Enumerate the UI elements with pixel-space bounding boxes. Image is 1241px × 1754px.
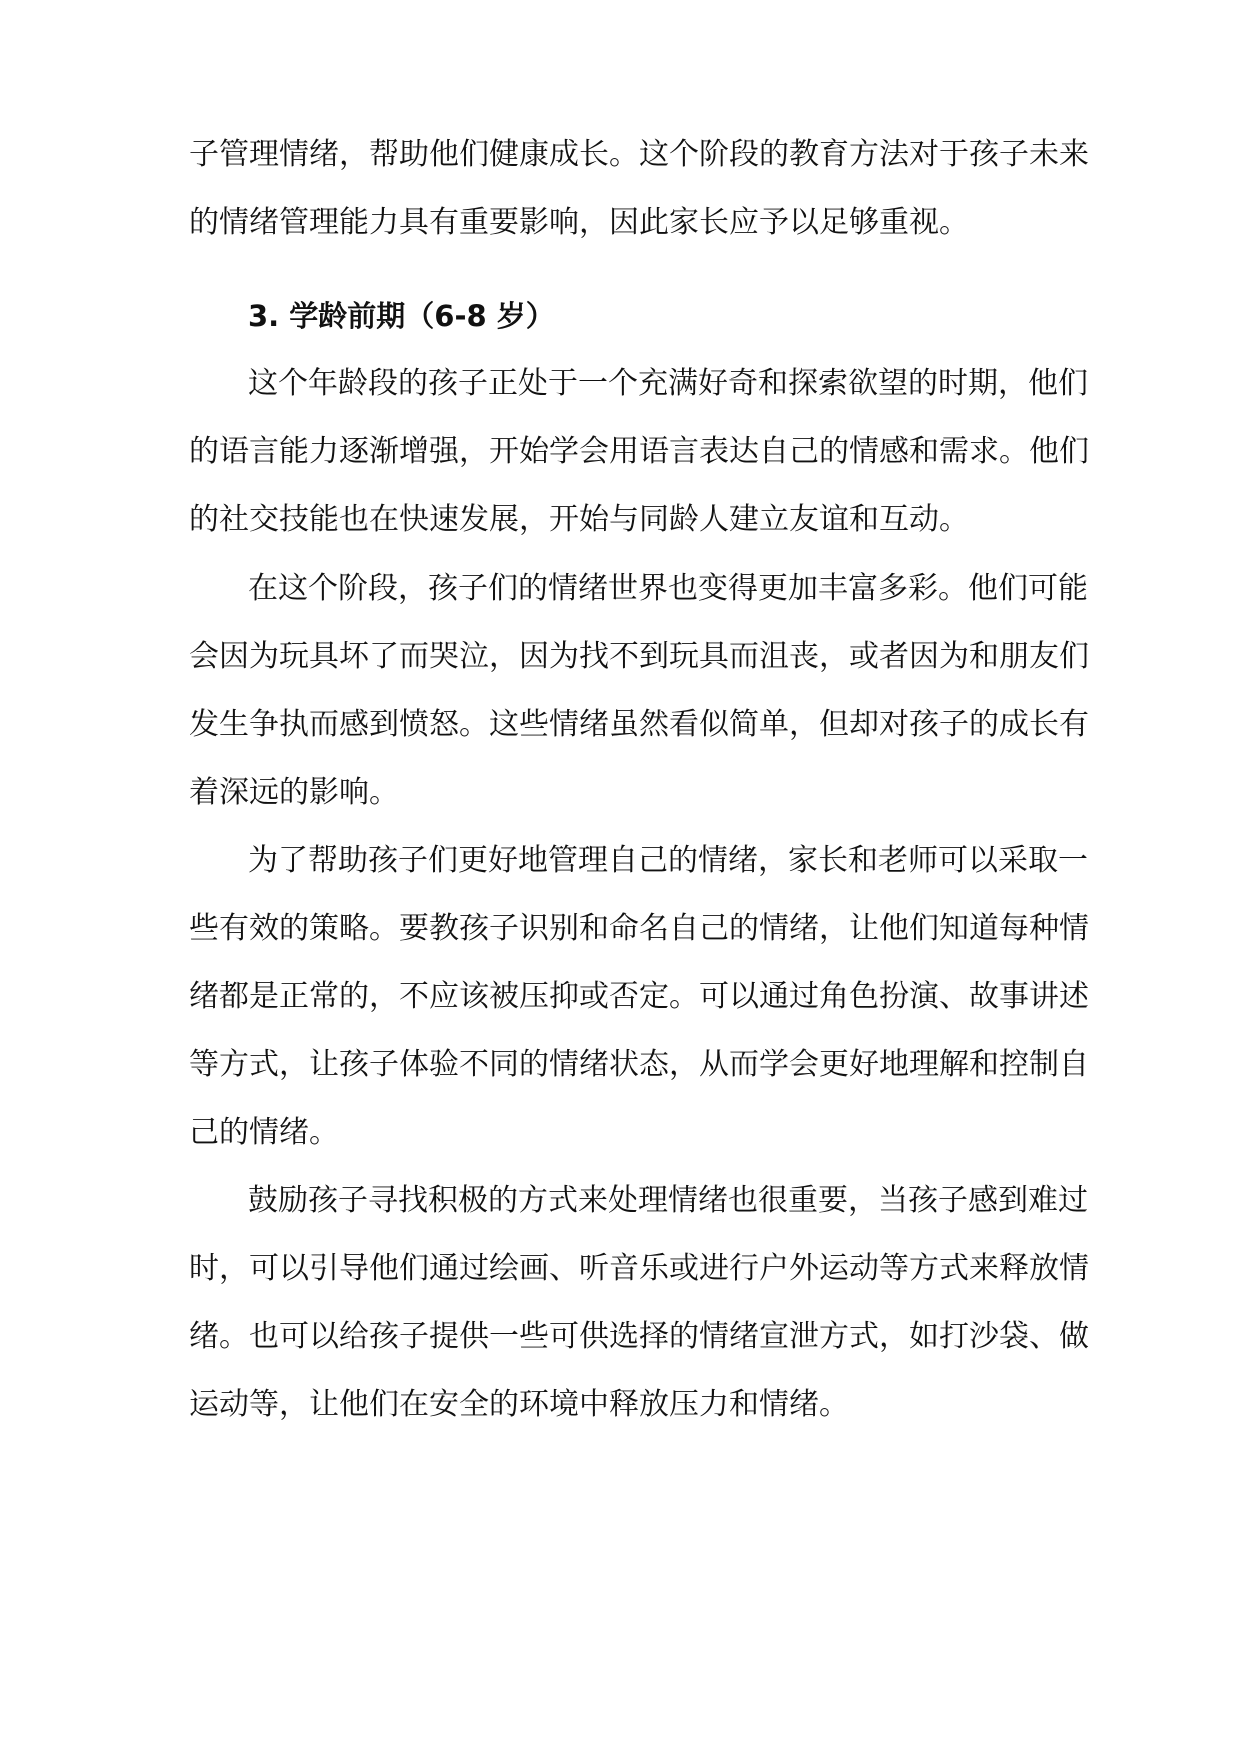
paragraph-line: 着深远的影响。 — [189, 775, 399, 810]
intro-line: 的情绪管理能力具有重要影响，因此家长应予以足够重视。 — [189, 205, 969, 240]
paragraph-line: 绪。也可以给孩子提供一些可供选择的情绪宣泄方式，如打沙袋、做 — [189, 1319, 1089, 1354]
paragraph-line: 己的情绪。 — [189, 1115, 339, 1150]
section-heading: 3. 学龄前期（6-8 岁） — [248, 299, 555, 333]
paragraph-line: 在这个阶段，孩子们的情绪世界也变得更加丰富多彩。他们可能 — [248, 571, 1088, 606]
paragraph-line: 为了帮助孩子们更好地管理自己的情绪，家长和老师可以采取一 — [248, 843, 1088, 878]
paragraph-line: 的语言能力逐渐增强，开始学会用语言表达自己的情感和需求。他们 — [189, 434, 1089, 469]
paragraph-line: 会因为玩具坏了而哭泣，因为找不到玩具而沮丧，或者因为和朋友们 — [189, 639, 1089, 674]
intro-line: 子管理情绪，帮助他们健康成长。这个阶段的教育方法对于孩子未来 — [189, 137, 1089, 172]
paragraph-line: 的社交技能也在快速发展，开始与同龄人建立友谊和互动。 — [189, 502, 969, 537]
paragraph-line: 时，可以引导他们通过绘画、听音乐或进行户外运动等方式来释放情 — [189, 1251, 1089, 1286]
paragraph-line: 鼓励孩子寻找积极的方式来处理情绪也很重要，当孩子感到难过 — [248, 1183, 1088, 1218]
paragraph-line: 绪都是正常的，不应该被压抑或否定。可以通过角色扮演、故事讲述 — [189, 979, 1089, 1014]
paragraph-line: 等方式，让孩子体验不同的情绪状态，从而学会更好地理解和控制自 — [189, 1047, 1089, 1082]
paragraph-line: 运动等，让他们在安全的环境中释放压力和情绪。 — [189, 1387, 849, 1422]
paragraph-line: 些有效的策略。要教孩子识别和命名自己的情绪，让他们知道每种情 — [189, 911, 1089, 946]
paragraph-line: 发生争执而感到愤怒。这些情绪虽然看似简单，但却对孩子的成长有 — [189, 707, 1089, 742]
paragraph-line: 这个年龄段的孩子正处于一个充满好奇和探索欲望的时期，他们 — [248, 366, 1088, 401]
